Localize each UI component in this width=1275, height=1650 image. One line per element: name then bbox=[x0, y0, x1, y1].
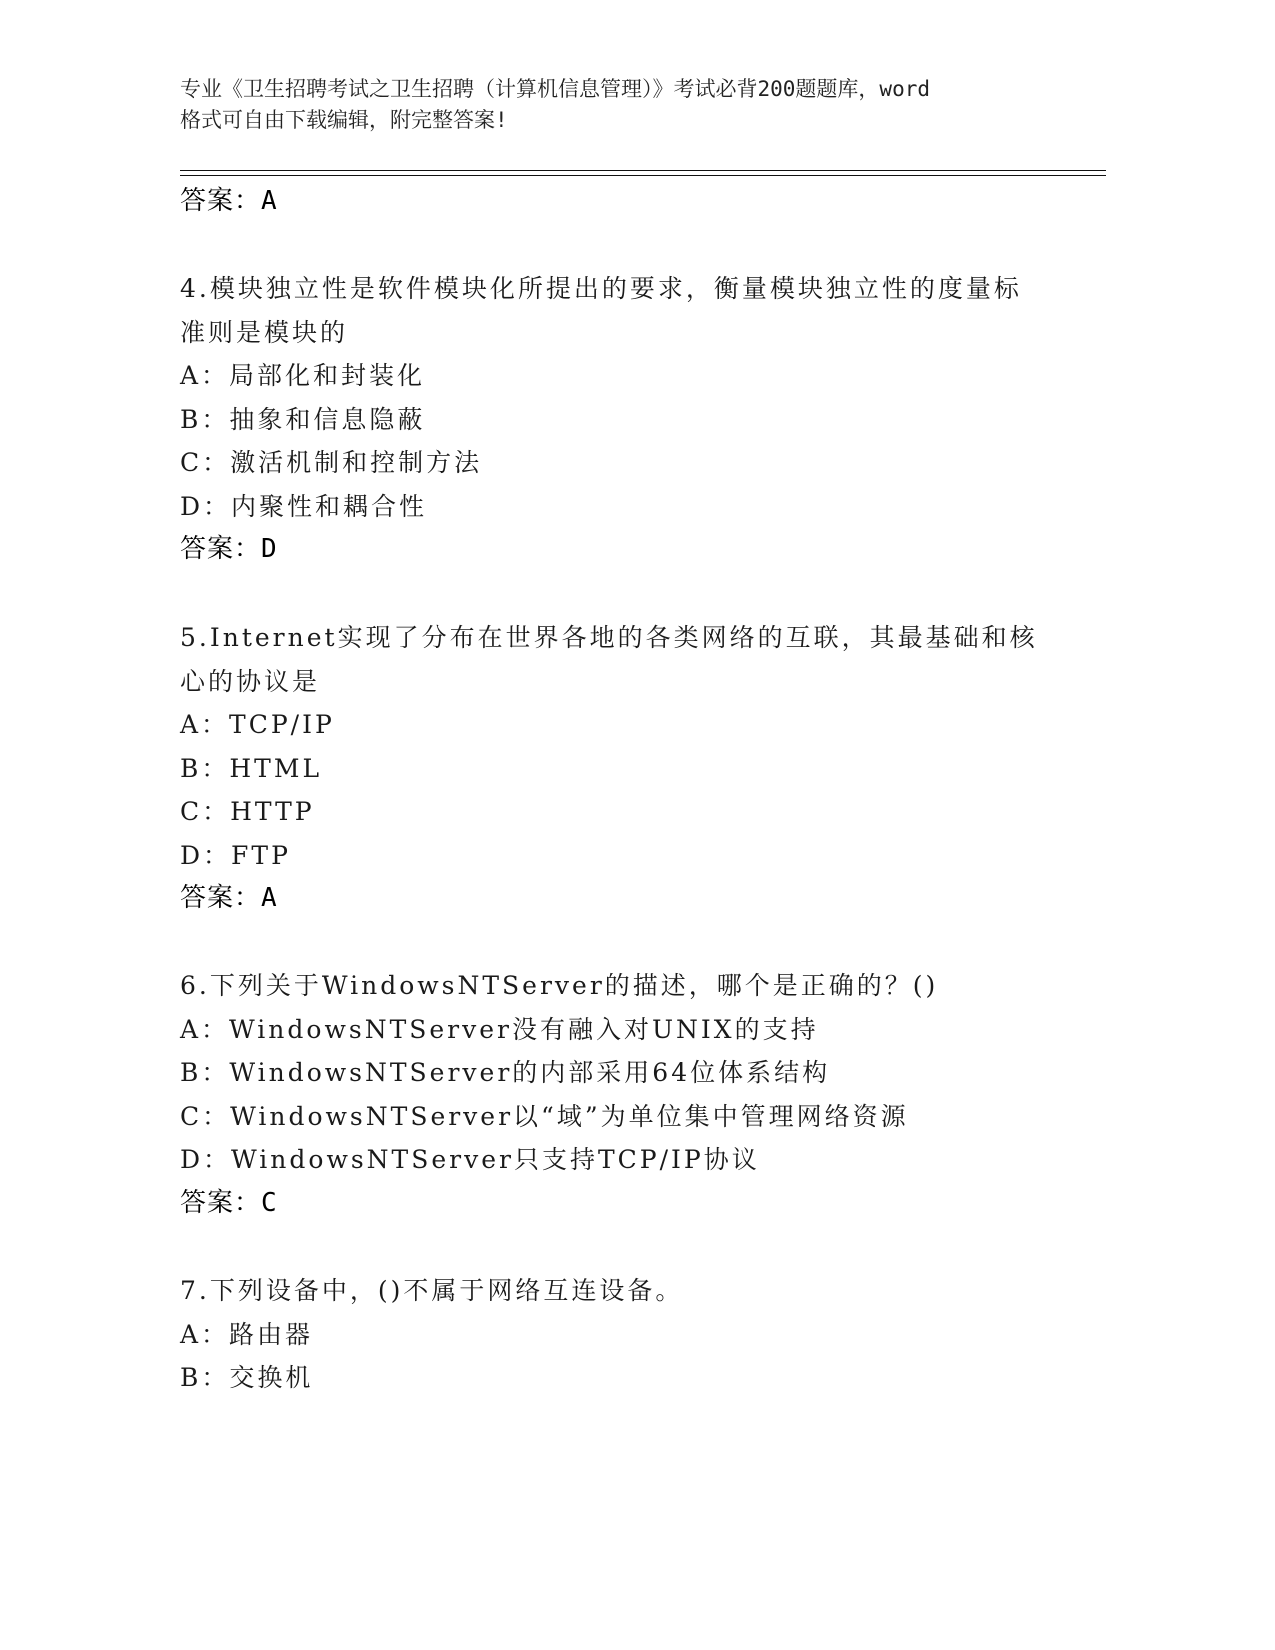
option-d: D：内聚性和耦合性 bbox=[180, 491, 428, 521]
question-stem: 5.Internet实现了分布在世界各地的各类网络的互联，其最基础和核 bbox=[180, 623, 1038, 652]
answer-label: 答案：D bbox=[180, 534, 278, 564]
document-header bbox=[180, 74, 1060, 136]
option-d: D：WindowsNTServer只支持TCP/IP协议 bbox=[180, 1145, 760, 1174]
option-b: B：HTML bbox=[180, 753, 323, 783]
question-stem: 4.模块独立性是软件模块化所提出的要求，衡量模块独立性的度量标 bbox=[180, 274, 1022, 303]
option-c: C：HTTP bbox=[180, 797, 315, 826]
option-d: D：FTP bbox=[180, 840, 291, 870]
option-b: B：WindowsNTServer的内部采用64位体系结构 bbox=[180, 1058, 831, 1087]
option-c: C：WindowsNTServer以“域”为单位集中管理网络资源 bbox=[180, 1101, 909, 1131]
question-stem: 7.下列设备中，()不属于网络互连设备。 bbox=[180, 1276, 684, 1305]
question-stem: 6.下列关于WindowsNTServer的描述，哪个是正确的？() bbox=[180, 971, 939, 1000]
answer-label: 答案：A bbox=[180, 186, 278, 216]
header-line-1: 专业《卫生招聘考试之卫生招聘（计算机信息管理）》考试必背200题题库，word bbox=[180, 77, 930, 101]
question-4 bbox=[180, 267, 1080, 572]
header-divider-top bbox=[180, 170, 1106, 171]
option-b: B：抽象和信息隐蔽 bbox=[180, 404, 426, 434]
option-a: A：WindowsNTServer没有融入对UNIX的支持 bbox=[180, 1014, 819, 1044]
header-line-2: 格式可自由下载编辑，附完整答案! bbox=[180, 108, 508, 132]
option-a: A：TCP/IP bbox=[180, 710, 335, 739]
question-6 bbox=[180, 964, 1080, 1225]
answer-label: 答案：C bbox=[180, 1187, 278, 1218]
option-b: B：交换机 bbox=[180, 1363, 314, 1392]
option-a: A：路由器 bbox=[180, 1319, 314, 1349]
header-divider-bottom bbox=[180, 175, 1106, 176]
previous-answer bbox=[180, 180, 1080, 224]
question-5 bbox=[180, 616, 1080, 921]
question-7 bbox=[180, 1269, 1080, 1400]
option-c: C：激活机制和控制方法 bbox=[180, 448, 483, 477]
question-stem-continued: 准则是模块的 bbox=[180, 317, 349, 347]
question-stem-continued: 心的协议是 bbox=[180, 666, 321, 696]
answer-label: 答案：A bbox=[180, 883, 278, 913]
option-a: A：局部化和封装化 bbox=[180, 361, 426, 390]
